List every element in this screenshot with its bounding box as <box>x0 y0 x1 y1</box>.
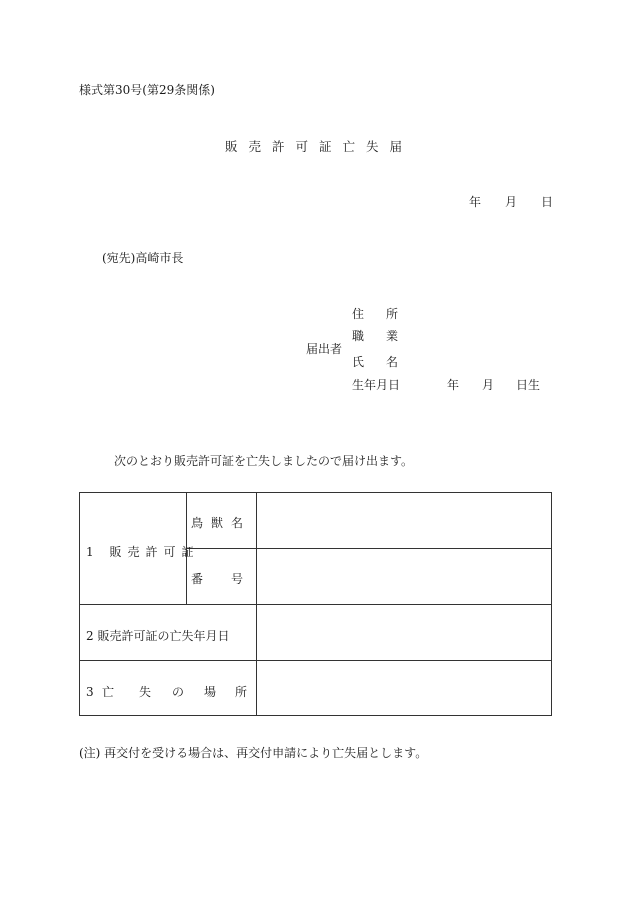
applicant-heading: 届出者 <box>306 342 343 356</box>
date-line <box>469 193 553 210</box>
permit-number-label-a: 番 <box>191 572 204 586</box>
loss-place-label-4: 場 <box>204 685 217 699</box>
loss-date-field[interactable] <box>257 605 552 660</box>
addressee: (宛先)高崎市長 <box>102 251 184 265</box>
loss-place-field[interactable] <box>257 661 552 716</box>
applicant-address-label: 住所 <box>352 307 421 321</box>
applicant-birth-month-label: 月 <box>482 378 495 392</box>
form-number: 様式第30号(第29条関係) <box>79 83 215 97</box>
footnote: (注) 再交付を受ける場合は、再交付申請により亡失届とします。 <box>79 746 428 760</box>
loss-place-label-5: 所 <box>235 685 248 699</box>
document-title: 販売許可証亡失届 <box>225 139 414 154</box>
applicant-birth-day-label: 日生 <box>516 378 541 392</box>
loss-place-label-3: の <box>172 685 185 699</box>
bird-animal-name-field[interactable] <box>257 493 552 548</box>
applicant-name-label: 氏名 <box>352 355 421 369</box>
loss-date-label: 2 販売許可証の亡失年月日 <box>86 629 230 643</box>
date-month-label: 月 <box>505 195 518 209</box>
permit-number-label-b: 号 <box>231 572 244 586</box>
date-day-label: 日 <box>541 195 554 209</box>
applicant-birth-year-label: 年 <box>447 378 460 392</box>
loss-place-label <box>86 683 247 700</box>
permit-number-label <box>191 570 243 587</box>
statement-text: 次のとおり販売許可証を亡失しましたので届け出ます。 <box>114 454 414 468</box>
loss-report-table <box>79 492 552 716</box>
loss-place-label-no: 3 <box>86 685 94 699</box>
loss-place-label-1: 亡 <box>102 685 115 699</box>
applicant-occupation-label: 職業 <box>352 329 421 343</box>
loss-place-label-2: 失 <box>139 685 152 699</box>
bird-animal-name-label: 鳥獣名 <box>191 516 252 530</box>
date-year-label: 年 <box>469 195 482 209</box>
applicant-birth-label: 生年月日 <box>352 378 401 392</box>
permit-number-field[interactable] <box>257 549 552 604</box>
sales-permit-label: 1 販売許可証 <box>86 545 200 559</box>
